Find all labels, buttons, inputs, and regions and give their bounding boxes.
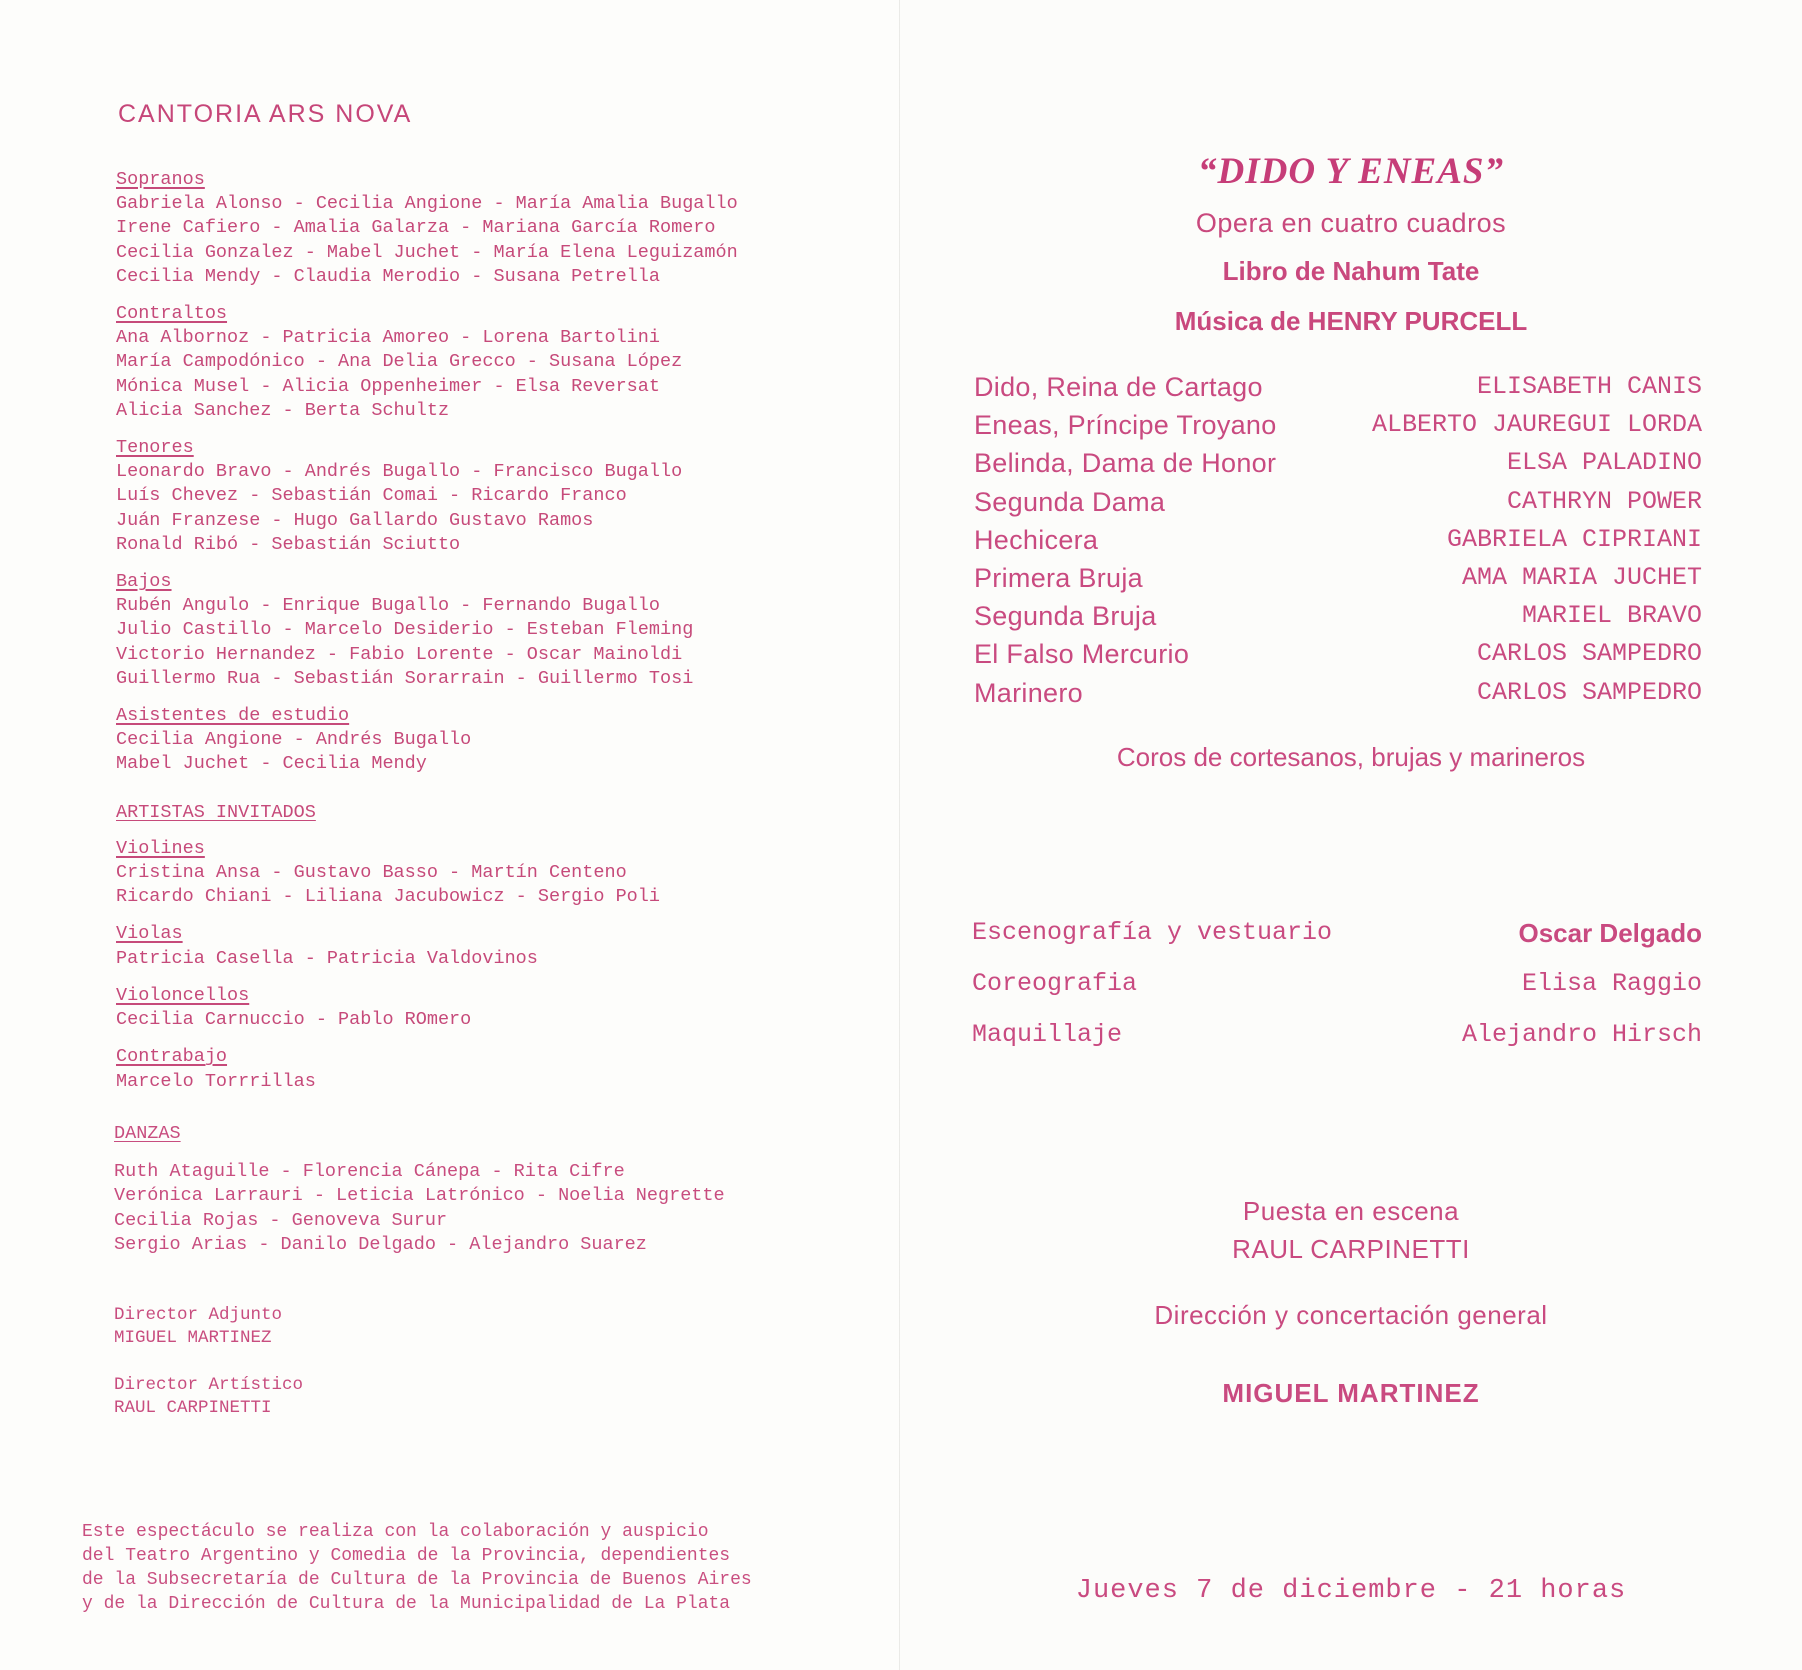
- cast-row: [974, 639, 1702, 677]
- crew-row: [972, 1020, 1702, 1071]
- crew-name: Alejandro Hirsch: [1461, 1020, 1702, 1049]
- section-heading: Sopranos: [116, 169, 205, 190]
- cast-row: [974, 448, 1702, 486]
- member-line: Ruth Ataguille - Florencia Cánepa - Rita Cifre: [114, 1161, 625, 1183]
- sponsor-note: [82, 1520, 802, 1616]
- section-contrabajo: [116, 1045, 738, 1093]
- section-violoncellos: [116, 984, 738, 1032]
- crew-role: Coreografia: [972, 969, 1138, 998]
- crew-role: Escenografía y vestuario: [972, 918, 1333, 947]
- choir-sections: [116, 168, 738, 1107]
- member-line: Cecilia Rojas - Genoveva Surur: [114, 1209, 448, 1231]
- member-line: Irene Cafiero - Amalia Galarza - Mariana García Romero: [116, 217, 716, 239]
- section-heading: Asistentes de estudio: [116, 705, 350, 727]
- cast-row: [974, 372, 1702, 410]
- director-role: Director Adjunto: [114, 1305, 283, 1325]
- section-heading: Violoncellos: [116, 984, 250, 1006]
- cast-role: Primera Bruja: [974, 562, 1143, 593]
- cast-actor: CARLOS SAMPEDRO: [1476, 639, 1702, 669]
- cast-role: Segunda Dama: [974, 486, 1166, 517]
- staging-label: Puesta en escena: [1242, 1196, 1460, 1226]
- directors: [114, 1304, 303, 1444]
- section-violas: [116, 922, 738, 970]
- cast-role: Hechicera: [974, 524, 1099, 555]
- section-heading: DANZAS: [114, 1123, 181, 1144]
- section-asistentes: [116, 704, 738, 777]
- guest-artists-heading: ARTISTAS INVITADOS: [116, 801, 316, 823]
- crew-list: [972, 918, 1702, 1071]
- cast-role: Belinda, Dama de Honor: [974, 448, 1277, 479]
- member-line: Marcelo Torrrillas: [116, 1070, 316, 1092]
- cast-actor: GABRIELA CIPRIANI: [1446, 524, 1702, 554]
- sponsor-line: Este espectáculo se realiza con la colaboración y auspicio: [82, 1522, 709, 1542]
- crew-role: Maquillaje: [972, 1020, 1123, 1049]
- member-line: Ricardo Chiani - Liliana Jacubowicz - Sergio Poli: [116, 886, 660, 908]
- member-line: Victorio Hernandez - Fabio Lorente - Oscar Mainoldi: [116, 643, 683, 665]
- cast-actor: CARLOS SAMPEDRO: [1476, 677, 1702, 707]
- member-line: Gabriela Alonso - Cecilia Angione - María Amalia Bugallo: [116, 193, 738, 215]
- section-heading: Violines: [116, 837, 205, 859]
- member-line: Juán Franzese - Hugo Gallardo Gustavo Ramos: [116, 509, 594, 531]
- cast-actor: MARIEL BRAVO: [1521, 601, 1702, 631]
- music-credit: Música de HENRY PURCELL: [1174, 306, 1528, 336]
- member-line: Ana Albornoz - Patricia Amoreo - Lorena Bartolini: [116, 327, 660, 349]
- member-line: Alicia Sanchez - Berta Schultz: [116, 399, 450, 421]
- crew-row: [972, 969, 1702, 1020]
- cast-actor: AMA MARIA JUCHET: [1461, 562, 1702, 592]
- cast-row: [974, 563, 1702, 601]
- director-name: MIGUEL MARTINEZ: [114, 1328, 272, 1348]
- staging-name: RAUL CARPINETTI: [1232, 1234, 1470, 1264]
- director-role: Director Artístico: [114, 1375, 304, 1395]
- sponsor-line: del Teatro Argentino y Comedia de la Provincia, dependientes: [82, 1546, 731, 1566]
- cast-row: [974, 678, 1702, 716]
- cast-row: [974, 487, 1702, 525]
- section-heading: Tenores: [116, 437, 194, 459]
- sponsor-line: y de la Dirección de Cultura de la Municipalidad de La Plata: [82, 1594, 731, 1614]
- section-sopranos: [116, 168, 738, 289]
- member-line: Cristina Ansa - Gustavo Basso - Martín Centeno: [116, 862, 627, 884]
- section-violines: [116, 837, 738, 910]
- ensemble-title: CANTORIA ARS NOVA: [118, 100, 413, 128]
- cast-role: Dido, Reina de Cartago: [974, 372, 1263, 402]
- section-heading: Violas: [116, 923, 183, 945]
- right-page: [900, 0, 1802, 1670]
- member-line: Mónica Musel - Alicia Oppenheimer - Elsa Reversat: [116, 375, 660, 397]
- crew-row: [972, 918, 1702, 969]
- member-line: Leonardo Bravo - Andrés Bugallo - Francisco Bugallo: [116, 461, 683, 483]
- cast-actor: CATHRYN POWER: [1506, 486, 1702, 516]
- member-line: María Campodónico - Ana Delia Grecco - Susana López: [116, 351, 683, 373]
- director-name: RAUL CARPINETTI: [114, 1398, 272, 1418]
- direction-name: MIGUEL MARTINEZ: [1222, 1378, 1480, 1408]
- performance-date: Jueves 7 de diciembre - 21 horas: [1075, 1576, 1627, 1606]
- cast-row: [974, 410, 1702, 448]
- section-heading: Contraltos: [116, 303, 228, 325]
- member-line: Cecilia Angione - Andrés Bugallo: [116, 729, 472, 751]
- section-heading: Bajos: [116, 571, 172, 593]
- section-tenores: [116, 436, 738, 557]
- member-line: Cecilia Carnuccio - Pablo ROmero: [116, 1009, 472, 1031]
- member-line: Julio Castillo - Marcelo Desiderio - Esteban Fleming: [116, 619, 694, 641]
- member-line: Verónica Larrauri - Leticia Latrónico - Noelia Negrette: [114, 1185, 725, 1207]
- cast-actor: ELISABETH CANIS: [1476, 372, 1702, 401]
- sponsor-line: de la Subsecretaría de Cultura de la Provincia de Buenos Aires: [82, 1570, 752, 1590]
- cast-list: [974, 372, 1702, 716]
- cast-row: [974, 525, 1702, 563]
- member-line: Ronald Ribó - Sebastián Sciutto: [116, 533, 461, 555]
- member-line: Rubén Angulo - Enrique Bugallo - Fernando Bugallo: [116, 595, 660, 617]
- crew-name: Oscar Delgado: [1518, 918, 1702, 948]
- opera-title: “DIDO Y ENEAS”: [1198, 151, 1504, 192]
- cast-role: El Falso Mercurio: [974, 639, 1190, 670]
- left-page: [0, 0, 900, 1670]
- cast-actor: ELSA PALADINO: [1506, 448, 1702, 478]
- member-line: Cecilia Mendy - Claudia Merodio - Susana Petrella: [116, 265, 660, 287]
- cast-row: [974, 601, 1702, 639]
- choirs-note: Coros de cortesanos, brujas y marineros: [1116, 742, 1586, 772]
- member-line: Sergio Arias - Danilo Delgado - Alejandro Suarez: [114, 1233, 647, 1255]
- direction-label: Dirección y concertación general: [1154, 1300, 1548, 1330]
- cast-role: Eneas, Príncipe Troyano: [974, 410, 1277, 441]
- libretto-credit: Libro de Nahum Tate: [1222, 256, 1480, 286]
- section-bajos: [116, 570, 738, 691]
- member-line: Mabel Juchet - Cecilia Mendy: [116, 753, 427, 775]
- member-line: Guillermo Rua - Sebastián Sorarrain - Guillermo Tosi: [116, 667, 694, 689]
- cast-role: Marinero: [974, 677, 1083, 708]
- cast-role: Segunda Bruja: [974, 601, 1157, 632]
- cast-actor: ALBERTO JAUREGUI LORDA: [1371, 410, 1702, 440]
- member-line: Patricia Casella - Patricia Valdovinos: [116, 947, 538, 969]
- section-danzas: [114, 1122, 725, 1257]
- crew-name: Elisa Raggio: [1521, 969, 1702, 998]
- member-line: Luís Chevez - Sebastián Comai - Ricardo Franco: [116, 485, 627, 507]
- member-line: Cecilia Gonzalez - Mabel Juchet - María Elena Leguizamón: [116, 241, 738, 263]
- staging-credit: [900, 1192, 1802, 1268]
- director-adjunto: [114, 1304, 303, 1350]
- director-artistico: [114, 1374, 303, 1420]
- section-heading: Contrabajo: [116, 1046, 228, 1068]
- section-contraltos: [116, 302, 738, 423]
- opera-subtitle: Opera en cuatro cuadros: [1195, 208, 1507, 238]
